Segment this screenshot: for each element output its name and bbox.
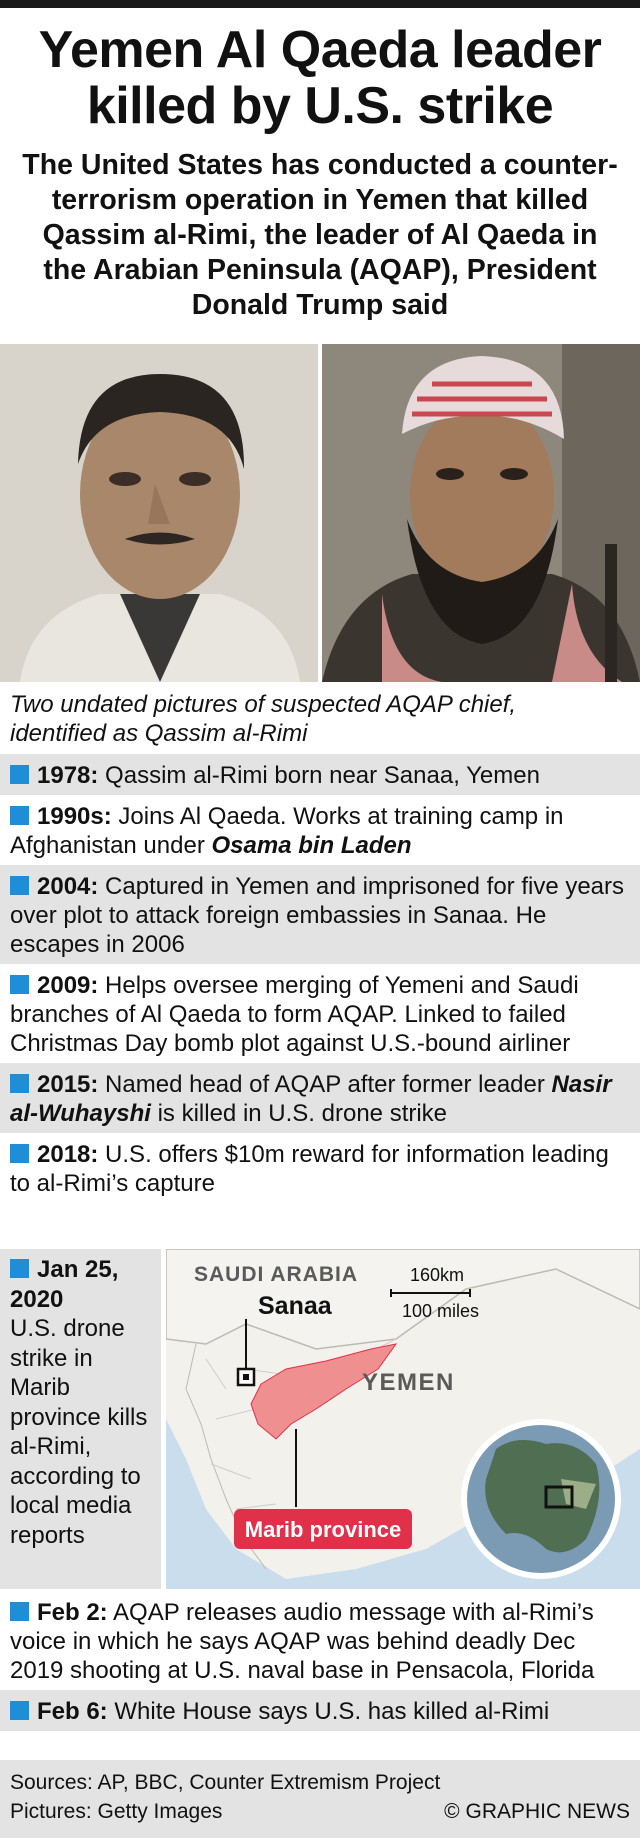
- timeline-entry-1978: [0, 754, 640, 795]
- top-bar: [0, 0, 640, 8]
- entry-year: 1990s:: [37, 803, 112, 830]
- entry-text: Helps oversee merging of Yemeni and Saudi branches of Al Qaeda to form AQAP. Linked to failed Christmas Day bomb plot against U.S.-bound airliner: [10, 972, 579, 1057]
- entry-text: Captured in Yemen and imprisoned for five years over plot to attack foreign embassies in Sanaa. He escapes in 2006: [10, 873, 625, 958]
- caption-line-2: identified as Qassim al-Rimi: [10, 720, 308, 747]
- yemen-map: [166, 1249, 640, 1589]
- entry-text: Named head of AQAP after former leader: [98, 1071, 552, 1098]
- credit-line: [10, 1797, 630, 1826]
- photo-caption: [10, 690, 630, 748]
- blue-square-icon: [10, 1074, 29, 1093]
- blue-square-icon: [10, 1144, 29, 1163]
- entry-text-continued: is killed in U.S. drone strike: [150, 1100, 448, 1127]
- title-line-1: Yemen Al Qaeda leader: [38, 21, 602, 79]
- pictures-credit: Pictures: Getty Images: [10, 1800, 223, 1823]
- title-line-2: killed by U.S. strike: [86, 77, 554, 135]
- map-label-saudi-arabia: SAUDI ARABIA: [194, 1263, 359, 1286]
- photo-al-rimi-1: [0, 344, 318, 682]
- timeline-entry-feb-2: [0, 1591, 640, 1690]
- entry-year: Feb 6:: [37, 1698, 108, 1725]
- blue-square-icon: [10, 765, 29, 784]
- entry-emphasis: Nasir al-Wuhayshi: [10, 1071, 612, 1127]
- footer: [0, 1760, 640, 1838]
- entry-text: White House says U.S. has killed al-Rimi: [107, 1698, 550, 1725]
- blue-square-icon: [10, 1259, 29, 1278]
- entry-text: AQAP releases audio message with al-Rimi’s voice in which he says AQAP was behind deadly Dec 2019 shooting at U.S. naval base in Pensacola, Florida: [10, 1599, 595, 1684]
- timeline-entry-1990s: [0, 795, 640, 865]
- entry-year: Jan 25, 2020: [10, 1256, 119, 1313]
- timeline-entry-2009: [0, 964, 640, 1063]
- blue-square-icon: [10, 975, 29, 994]
- timeline-entry-2018: [0, 1133, 640, 1203]
- scale-km-label: 160km: [410, 1265, 465, 1285]
- blue-square-icon: [10, 806, 29, 825]
- blue-square-icon: [10, 1701, 29, 1720]
- sources-text: Sources: AP, BBC, Counter Extremism Project: [10, 1771, 441, 1794]
- timeline-entry-2004: [0, 865, 640, 964]
- entry-year: 2004:: [37, 873, 99, 900]
- entry-year: 2009:: [37, 972, 99, 999]
- jan-2020-section: [0, 1249, 640, 1589]
- entry-emphasis: Osama bin Laden: [211, 832, 412, 859]
- timeline-entry-feb-6: [0, 1690, 640, 1731]
- entry-year: 2015:: [37, 1071, 99, 1098]
- entry-text: U.S. offers $10m reward for information leading to al-Rimi’s capture: [10, 1141, 609, 1197]
- entry-year: Feb 2:: [37, 1599, 108, 1626]
- copyright-text: © GRAPHIC NEWS: [444, 1800, 630, 1823]
- timeline-later: [0, 1591, 640, 1731]
- entry-year: 2018:: [37, 1141, 99, 1168]
- entry-text: U.S. drone strike in Marib province kills al-Rimi, according to local media reports: [10, 1315, 148, 1549]
- timeline: [0, 754, 640, 1203]
- page-title: [0, 8, 640, 134]
- portrait-1-image: [0, 344, 318, 682]
- timeline-entry-jan-2020: [0, 1249, 161, 1589]
- map-label-sanaa: Sanaa: [258, 1292, 332, 1320]
- entry-text: Qassim al-Rimi born near Sanaa, Yemen: [98, 762, 540, 789]
- entry-text: Joins Al Qaeda. Works at training camp in Afghanistan under: [10, 803, 564, 859]
- timeline-entry-2015: [0, 1063, 640, 1133]
- photo-al-rimi-2: [322, 344, 640, 682]
- blue-square-icon: [10, 876, 29, 895]
- portrait-2-image: [322, 344, 640, 682]
- caption-line-1: Two undated pictures of suspected AQAP chief,: [10, 691, 517, 718]
- subtitle: The United States has conducted a counter-terrorism operation in Yemen that killed Qassim al-Rimi, the leader of Al Qaeda in the Arabian Peninsula (AQAP), President Donald Trump said: [22, 149, 618, 321]
- entry-year: 1978:: [37, 762, 99, 789]
- blue-square-icon: [10, 1602, 29, 1621]
- scale-miles-label: 100 miles: [402, 1301, 480, 1321]
- map-label-yemen: YEMEN: [362, 1369, 455, 1396]
- photo-row: [0, 344, 640, 682]
- marib-province-label: Marib province: [244, 1517, 402, 1542]
